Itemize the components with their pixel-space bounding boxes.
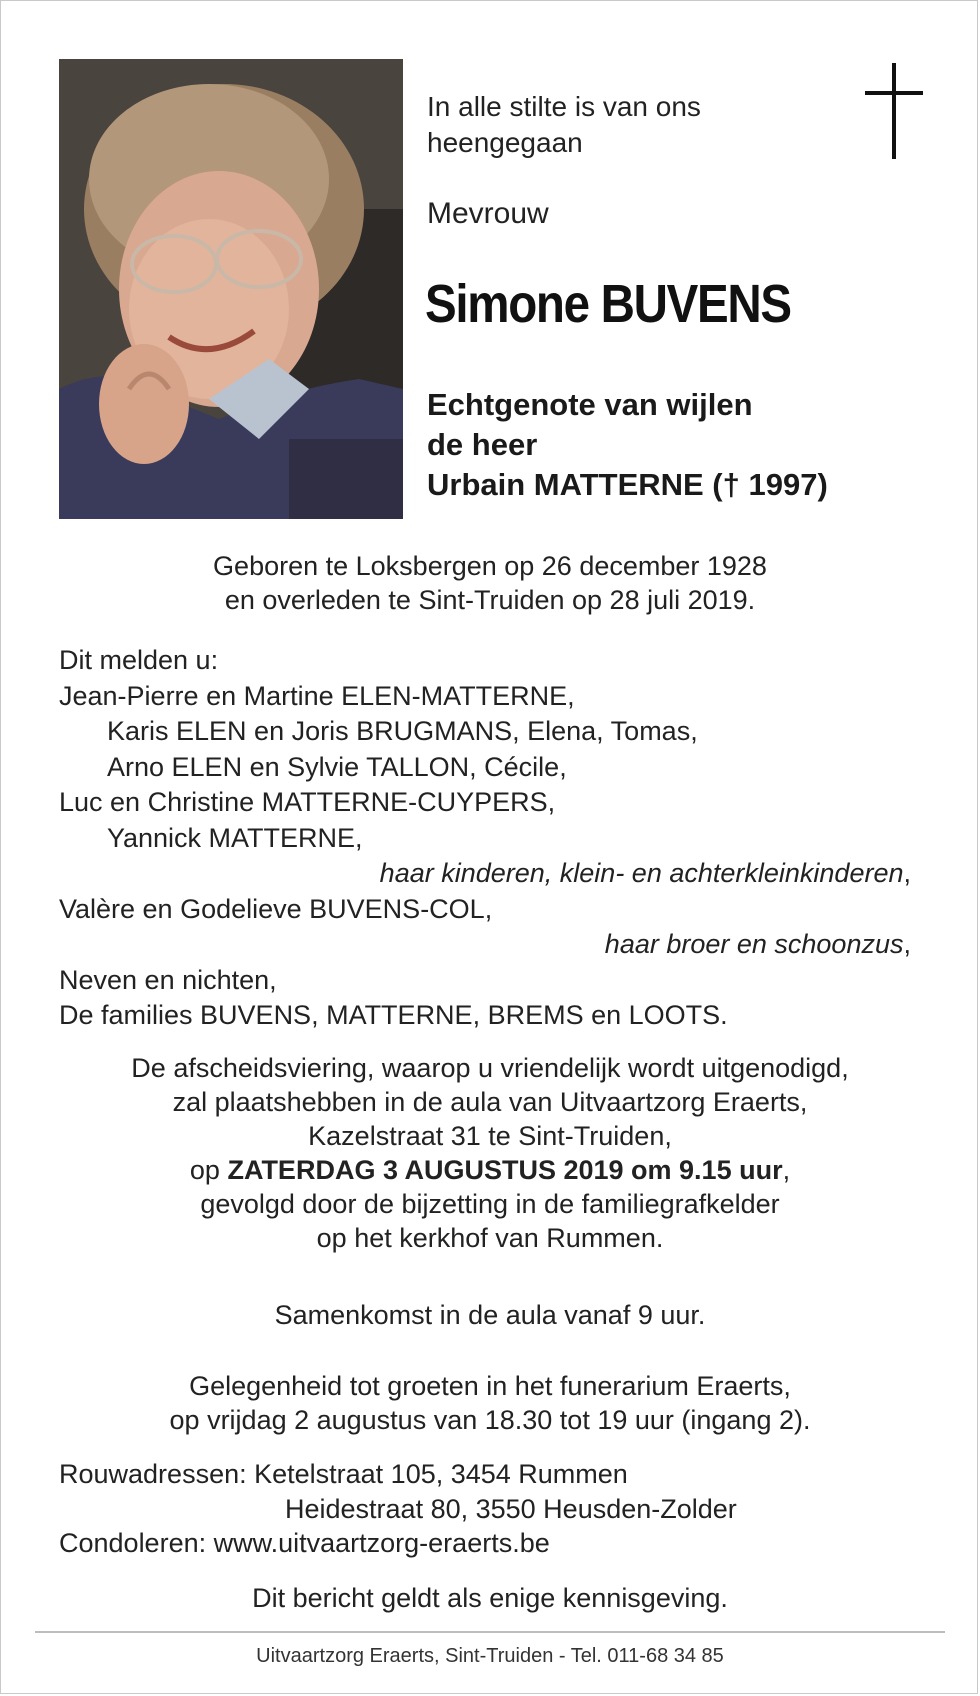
relation-text: haar broer en schoonzus: [604, 929, 904, 959]
footer-text: Uitvaartzorg Eraerts, Sint-Truiden - Tel. 011-68 34 85: [256, 1645, 724, 1667]
family-relation: haar kinderen, klein- en achterkleinkinderen,: [379, 858, 911, 888]
family-line: Valère en Godelieve BUVENS-COL,: [59, 893, 493, 924]
ceremony-line: op het kerkhof van Rummen.: [316, 1223, 664, 1253]
divider: [35, 1631, 945, 1633]
title-word: Mevrouw: [427, 197, 549, 230]
greeting-line: op vrijdag 2 augustus van 18.30 tot 19 uur (ingang 2).: [169, 1405, 811, 1435]
family-line: Karis ELEN en Joris BRUGMANS, Elena, Tomas,: [107, 716, 698, 746]
portrait-photo: [59, 59, 403, 519]
ceremony-info: [1, 1051, 979, 1255]
addresses: [59, 1457, 737, 1561]
portrait-illustration: [59, 59, 403, 519]
death-line: en overleden te Sint-Truiden op 28 juli 2019.: [224, 585, 756, 615]
spouse-line-2: de heer: [427, 427, 538, 462]
gathering-info: Samenkomst in de aula vanaf 9 uur.: [274, 1300, 706, 1330]
ceremony-line: De afscheidsviering, waarop u vriendelijk wordt uitgenodigd,: [131, 1053, 849, 1083]
cross-icon: [865, 63, 923, 159]
relation-text: haar kinderen, klein- en achterkleinkinderen: [379, 858, 904, 888]
family-line: Neven en nichten,: [59, 964, 277, 995]
family-line: Jean-Pierre en Martine ELEN-MATTERNE,: [59, 680, 575, 711]
ceremony-date-line: [1, 1153, 979, 1187]
spouse-line-3: Urbain MATTERNE († 1997): [427, 467, 828, 502]
ceremony-line: Kazelstraat 31 te Sint-Truiden,: [308, 1121, 672, 1151]
deceased-name: Simone BUVENS: [425, 274, 791, 334]
intro-line-1: In alle stilte is van ons: [427, 91, 701, 122]
spouse-info: [427, 385, 828, 505]
birth-line: Geboren te Loksbergen op 26 december 1928: [213, 551, 767, 581]
family-intro: Dit melden u:: [59, 645, 219, 675]
ceremony-line: zal plaatshebben in de aula van Uitvaartzorg Eraerts,: [172, 1087, 808, 1117]
notice-text: Dit bericht geldt als enige kennisgeving.: [252, 1583, 728, 1613]
family-line: Luc en Christine MATTERNE-CUYPERS,: [59, 787, 556, 817]
greeting-info: [1, 1369, 979, 1437]
address-line: Rouwadressen: Ketelstraat 105, 3454 Rummen: [59, 1459, 628, 1489]
family-list: [59, 643, 919, 1034]
family-line: Arno ELEN en Sylvie TALLON, Cécile,: [107, 751, 567, 782]
ceremony-date: ZATERDAG 3 AUGUSTUS 2019 om 9.15 uur: [227, 1155, 783, 1185]
intro-line-2: heengegaan: [427, 127, 583, 158]
family-line: Yannick MATTERNE,: [107, 822, 363, 853]
condolence-line: Condoleren: www.uitvaartzorg-eraerts.be: [59, 1528, 550, 1558]
birth-death-dates: [1, 549, 979, 617]
ceremony-line: gevolgd door de bijzetting in de familiegrafkelder: [200, 1189, 780, 1219]
date-prefix: op: [189, 1155, 228, 1185]
date-suffix: ,: [782, 1155, 791, 1185]
address-line: Heidestraat 80, 3550 Heusden-Zolder: [285, 1493, 737, 1524]
family-relation: haar broer en schoonzus,: [604, 929, 911, 959]
greeting-line: Gelegenheid tot groeten in het funerarium Eraerts,: [189, 1371, 791, 1401]
intro-text: [427, 89, 787, 161]
spouse-line-1: Echtgenote van wijlen: [427, 387, 753, 422]
family-line: De families BUVENS, MATTERNE, BREMS en LOOTS.: [59, 1000, 728, 1030]
